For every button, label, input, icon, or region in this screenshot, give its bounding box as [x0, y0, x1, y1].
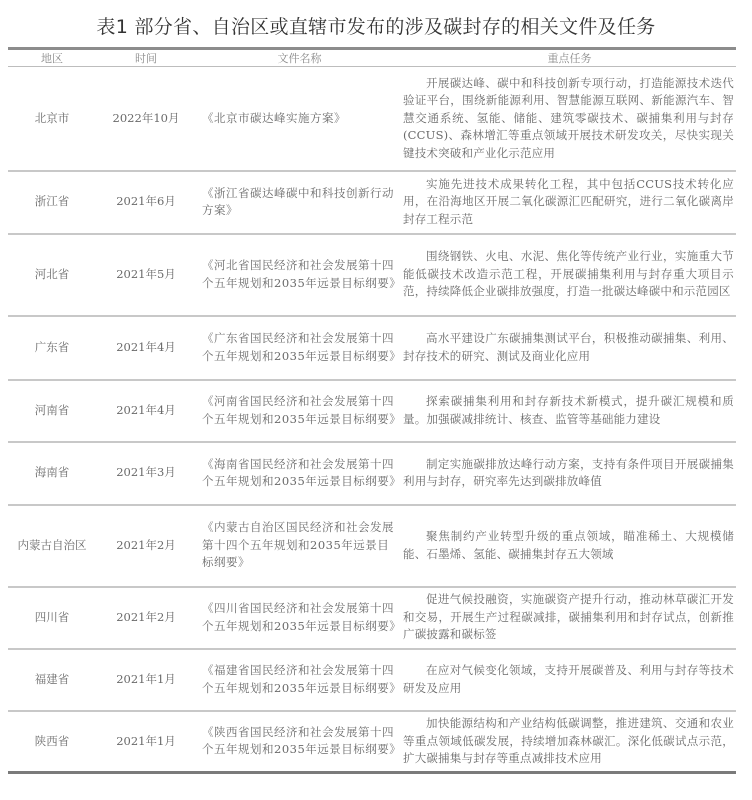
table-row	[8, 587, 736, 649]
header-tasks: 重点任务	[547, 52, 592, 65]
cell-region: 浙江省	[34, 194, 70, 209]
cell-region: 福建省	[34, 671, 70, 686]
cell-date: 2021年6月	[116, 194, 176, 209]
cell-region: 四川省	[34, 609, 70, 624]
cell-date: 2021年1月	[116, 671, 176, 686]
cell-region: 陕西省	[34, 733, 70, 748]
table-title: 表1 部分省、自治区或直辖市发布的涉及碳封存的相关文件及任务	[96, 16, 656, 38]
header-row	[8, 49, 736, 67]
cell-tasks: 聚焦制约产业转型升级的重点领域，瞄准稀土、大规模储能、石墨烯、氢能、碳捕集封存五大领域	[403, 529, 734, 561]
cell-date: 2021年1月	[116, 733, 176, 748]
cell-date: 2021年5月	[116, 266, 176, 281]
cell-document: 《北京市碳达峰实施方案》	[202, 110, 346, 125]
table-row	[8, 711, 736, 773]
cell-document: 《陕西省国民经济和社会发展第十四个五年规划和2035年远景目标纲要》	[202, 724, 402, 757]
cell-date: 2021年2月	[116, 537, 176, 552]
cell-document: 《河南省国民经济和社会发展第十四个五年规划和2035年远景目标纲要》	[202, 394, 402, 426]
cell-tasks: 在应对气候变化领域，支持开展碳普及、利用与封存等技术研发及应用	[403, 663, 734, 695]
cell-document: 《浙江省碳达峰碳中和科技创新行动方案》	[202, 185, 394, 217]
cell-document: 《广东省国民经济和社会发展第十四个五年规划和2035年远景目标纲要》	[202, 331, 402, 363]
table-header	[8, 49, 736, 67]
table-body	[8, 67, 736, 773]
cell-document: 《内蒙古自治区国民经济和社会发展第十四个五年规划和2035年远景目标纲要》	[202, 520, 394, 570]
cell-tasks: 高水平建设广东碳捕集测试平台，积极推动碳捕集、利用、封存技术的研究、测试及商业化应用	[403, 331, 734, 363]
cell-region: 河北省	[34, 266, 70, 281]
cell-document: 《四川省国民经济和社会发展第十四个五年规划和2035年远景目标纲要》	[202, 601, 402, 633]
table-row	[8, 505, 736, 587]
cell-date: 2022年10月	[112, 110, 180, 125]
table-row	[8, 67, 736, 171]
table-row	[8, 171, 736, 234]
table-row	[8, 649, 736, 711]
cell-tasks: 实施先进技术成果转化工程，其中包括CCUS技术转化应用，在沿海地区开展二氧化碳源汇匹配研究，进行二氧化碳离岸封存工程示范	[403, 176, 734, 226]
cell-date: 2021年4月	[116, 402, 176, 417]
policy-table-container	[8, 47, 736, 774]
cell-region: 广东省	[34, 339, 70, 354]
header-document: 文件名称	[277, 52, 322, 65]
cell-date: 2021年4月	[116, 339, 176, 354]
header-region: 地区	[41, 52, 63, 65]
cell-tasks: 围绕钢铁、火电、水泥、焦化等传统产业行业，实施重大节能低碳技术改造示范工程，开展碳捕集利用与封存重大项目示范，持续降低企业碳排放强度，打造一批碳达峰碳中和示范园区	[403, 249, 734, 299]
cell-region: 内蒙古自治区	[17, 537, 87, 552]
cell-tasks: 加快能源结构和产业结构低碳调整，推进建筑、交通和农业等重点领域低碳发展，持续增加森林碳汇。深化低碳试点示范，扩大碳捕集与封存等重点减排技术应用	[403, 716, 734, 765]
cell-region: 河南省	[34, 402, 70, 417]
policy-table	[8, 47, 736, 774]
table-row	[8, 380, 736, 442]
cell-document: 《海南省国民经济和社会发展第十四个五年规划和2035年远景目标纲要》	[202, 456, 402, 488]
header-date: 时间	[135, 52, 157, 65]
table-row	[8, 316, 736, 380]
cell-tasks: 探索碳捕集利用和封存新技术新模式，提升碳汇规模和质量。加强碳减排统计、核查、监管等基础能力建设	[403, 394, 734, 426]
cell-tasks: 开展碳达峰、碳中和科技创新专项行动，打造能源技术迭代验证平台，围绕新能源利用、智慧能源互联网、新能源汽车、智慧交通系统、氢能、储能、建筑零碳技术、碳捕集利用与封存(CCUS)、森林增汇等重点领域开展技术研发攻关，尽快实现关键技术突破和产业化示范应用	[403, 75, 734, 160]
cell-tasks: 促进气候投融资，实施碳资产提升行动，推动林草碳汇开发和交易，开展生产过程碳减排，碳捕集利用和封存试点，创新推广碳披露和碳标签	[403, 592, 734, 642]
cell-document: 《河北省国民经济和社会发展第十四个五年规划和2035年远景目标纲要》	[202, 258, 402, 290]
table-row	[8, 442, 736, 505]
cell-region: 海南省	[34, 465, 70, 480]
cell-date: 2021年2月	[116, 609, 176, 624]
cell-date: 2021年3月	[116, 465, 176, 480]
cell-tasks: 制定实施碳排放达峰行动方案，支持有条件项目开展碳捕集利用与封存，研究率先达到碳排放峰值	[403, 456, 734, 488]
cell-region: 北京市	[34, 110, 70, 125]
table-row	[8, 234, 736, 316]
cell-document: 《福建省国民经济和社会发展第十四个五年规划和2035年远景目标纲要》	[202, 663, 402, 695]
